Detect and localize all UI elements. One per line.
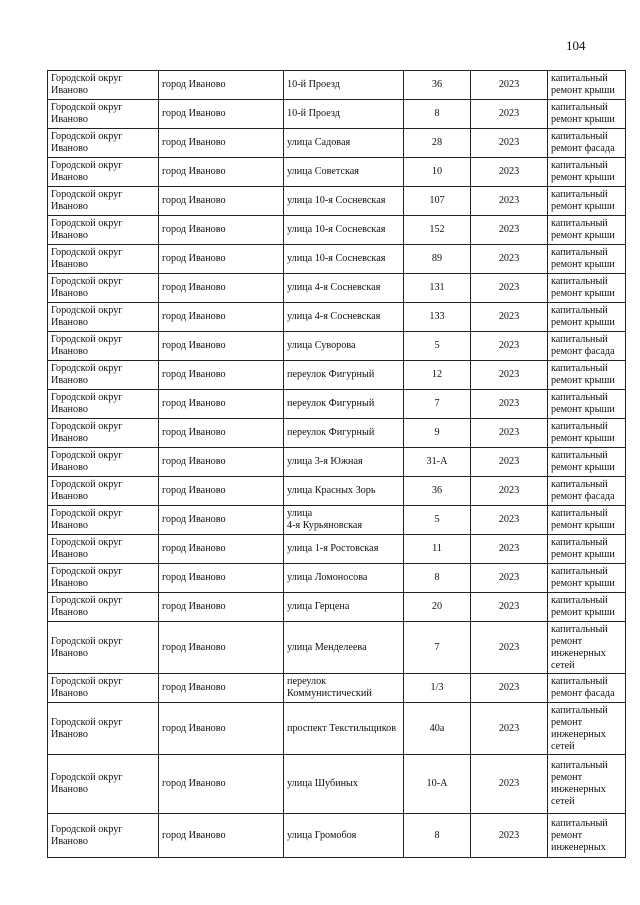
work-type-cell: капитальный ремонт фасада — [548, 477, 626, 506]
repair-registry-table — [47, 70, 626, 858]
street-cell: улица 4-я Сосневская — [284, 274, 404, 303]
house-cell: 107 — [404, 187, 471, 216]
year-cell: 2023 — [471, 216, 548, 245]
table-row — [48, 361, 626, 390]
city-cell: город Иваново — [159, 274, 284, 303]
year-cell: 2023 — [471, 129, 548, 158]
city-cell: город Иваново — [159, 814, 284, 858]
city-cell: город Иваново — [159, 71, 284, 100]
house-cell: 7 — [404, 390, 471, 419]
house-cell: 8 — [404, 814, 471, 858]
city-cell: город Иваново — [159, 703, 284, 755]
table-row — [48, 303, 626, 332]
table-row — [48, 274, 626, 303]
okrug-cell: Городской округ Иваново — [48, 158, 159, 187]
table-row — [48, 187, 626, 216]
okrug-cell: Городской округ Иваново — [48, 71, 159, 100]
street-cell: улица Громобоя — [284, 814, 404, 858]
work-type-cell: капитальный ремонт крыши — [548, 245, 626, 274]
year-cell: 2023 — [471, 593, 548, 622]
table-row — [48, 129, 626, 158]
street-cell: улица 10-я Сосневская — [284, 216, 404, 245]
year-cell: 2023 — [471, 274, 548, 303]
table-row — [48, 622, 626, 674]
house-cell: 1/3 — [404, 674, 471, 703]
city-cell: город Иваново — [159, 535, 284, 564]
okrug-cell: Городской округ Иваново — [48, 477, 159, 506]
work-type-cell: капитальный ремонт крыши — [548, 158, 626, 187]
work-type-cell: капитальный ремонт фасада — [548, 674, 626, 703]
street-cell: улица 10-я Сосневская — [284, 187, 404, 216]
year-cell: 2023 — [471, 361, 548, 390]
table-row — [48, 564, 626, 593]
okrug-cell: Городской округ Иваново — [48, 303, 159, 332]
work-type-cell: капитальный ремонт фасада — [548, 332, 626, 361]
city-cell: город Иваново — [159, 448, 284, 477]
city-cell: город Иваново — [159, 390, 284, 419]
work-type-cell: капитальный ремонт инженерных сетей — [548, 755, 626, 814]
okrug-cell: Городской округ Иваново — [48, 129, 159, 158]
street-cell: переулок Фигурный — [284, 361, 404, 390]
street-cell: 10-й Проезд — [284, 100, 404, 129]
okrug-cell: Городской округ Иваново — [48, 187, 159, 216]
work-type-cell: капитальный ремонт крыши — [548, 390, 626, 419]
table-row — [48, 814, 626, 858]
house-cell: 10 — [404, 158, 471, 187]
street-cell: улица 4-я Курьяновская — [284, 506, 404, 535]
street-cell: улица Садовая — [284, 129, 404, 158]
work-type-cell: капитальный ремонт крыши — [548, 506, 626, 535]
year-cell: 2023 — [471, 506, 548, 535]
house-cell: 9 — [404, 419, 471, 448]
year-cell: 2023 — [471, 564, 548, 593]
house-cell: 12 — [404, 361, 471, 390]
okrug-cell: Городской округ Иваново — [48, 755, 159, 814]
city-cell: город Иваново — [159, 674, 284, 703]
work-type-cell: капитальный ремонт крыши — [548, 448, 626, 477]
okrug-cell: Городской округ Иваново — [48, 274, 159, 303]
street-cell: улица Суворова — [284, 332, 404, 361]
city-cell: город Иваново — [159, 477, 284, 506]
okrug-cell: Городской округ Иваново — [48, 245, 159, 274]
okrug-cell: Городской округ Иваново — [48, 703, 159, 755]
work-type-cell: капитальный ремонт крыши — [548, 361, 626, 390]
house-cell: 10-А — [404, 755, 471, 814]
house-cell: 133 — [404, 303, 471, 332]
registry-body — [48, 71, 626, 858]
house-cell: 20 — [404, 593, 471, 622]
okrug-cell: Городской округ Иваново — [48, 332, 159, 361]
work-type-cell: капитальный ремонт крыши — [548, 419, 626, 448]
work-type-cell: капитальный ремонт крыши — [548, 303, 626, 332]
street-cell: улица 3-я Южная — [284, 448, 404, 477]
okrug-cell: Городской округ Иваново — [48, 814, 159, 858]
work-type-cell: капитальный ремонт крыши — [548, 274, 626, 303]
year-cell: 2023 — [471, 477, 548, 506]
table-row — [48, 390, 626, 419]
okrug-cell: Городской округ Иваново — [48, 535, 159, 564]
year-cell: 2023 — [471, 755, 548, 814]
house-cell: 11 — [404, 535, 471, 564]
year-cell: 2023 — [471, 814, 548, 858]
house-cell: 5 — [404, 332, 471, 361]
year-cell: 2023 — [471, 100, 548, 129]
work-type-cell: капитальный ремонт крыши — [548, 535, 626, 564]
house-cell: 8 — [404, 100, 471, 129]
year-cell: 2023 — [471, 622, 548, 674]
okrug-cell: Городской округ Иваново — [48, 674, 159, 703]
okrug-cell: Городской округ Иваново — [48, 448, 159, 477]
table-row — [48, 71, 626, 100]
table-row — [48, 703, 626, 755]
street-cell: улица 4-я Сосневская — [284, 303, 404, 332]
house-cell: 152 — [404, 216, 471, 245]
street-cell: переулок Фигурный — [284, 419, 404, 448]
okrug-cell: Городской округ Иваново — [48, 506, 159, 535]
work-type-cell: капитальный ремонт крыши — [548, 100, 626, 129]
work-type-cell: капитальный ремонт крыши — [548, 216, 626, 245]
street-cell: улица Герцена — [284, 593, 404, 622]
city-cell: город Иваново — [159, 361, 284, 390]
year-cell: 2023 — [471, 674, 548, 703]
table-row — [48, 477, 626, 506]
okrug-cell: Городской округ Иваново — [48, 593, 159, 622]
street-cell: улица Красных Зорь — [284, 477, 404, 506]
table-row — [48, 100, 626, 129]
year-cell: 2023 — [471, 448, 548, 477]
city-cell: город Иваново — [159, 593, 284, 622]
street-cell: переулок Фигурный — [284, 390, 404, 419]
work-type-cell: капитальный ремонт крыши — [548, 593, 626, 622]
house-cell: 7 — [404, 622, 471, 674]
city-cell: город Иваново — [159, 564, 284, 593]
year-cell: 2023 — [471, 158, 548, 187]
work-type-cell: капитальный ремонт фасада — [548, 129, 626, 158]
street-cell: улица Менделеева — [284, 622, 404, 674]
table-row — [48, 419, 626, 448]
work-type-cell: капитальный ремонт крыши — [548, 71, 626, 100]
house-cell: 131 — [404, 274, 471, 303]
city-cell: город Иваново — [159, 332, 284, 361]
year-cell: 2023 — [471, 245, 548, 274]
street-cell: улица Шубиных — [284, 755, 404, 814]
house-cell: 89 — [404, 245, 471, 274]
city-cell: город Иваново — [159, 158, 284, 187]
table-row — [48, 755, 626, 814]
year-cell: 2023 — [471, 332, 548, 361]
year-cell: 2023 — [471, 71, 548, 100]
city-cell: город Иваново — [159, 303, 284, 332]
work-type-cell: капитальный ремонт крыши — [548, 564, 626, 593]
table-row — [48, 245, 626, 274]
house-cell: 28 — [404, 129, 471, 158]
house-cell: 5 — [404, 506, 471, 535]
okrug-cell: Городской округ Иваново — [48, 419, 159, 448]
city-cell: город Иваново — [159, 755, 284, 814]
city-cell: город Иваново — [159, 216, 284, 245]
city-cell: город Иваново — [159, 100, 284, 129]
okrug-cell: Городской округ Иваново — [48, 361, 159, 390]
house-cell: 8 — [404, 564, 471, 593]
table-row — [48, 216, 626, 245]
year-cell: 2023 — [471, 419, 548, 448]
okrug-cell: Городской округ Иваново — [48, 216, 159, 245]
street-cell: улица 10-я Сосневская — [284, 245, 404, 274]
street-cell: улица Ломоносова — [284, 564, 404, 593]
city-cell: город Иваново — [159, 129, 284, 158]
street-cell: улица Советская — [284, 158, 404, 187]
year-cell: 2023 — [471, 390, 548, 419]
okrug-cell: Городской округ Иваново — [48, 390, 159, 419]
street-cell: 10-й Проезд — [284, 71, 404, 100]
year-cell: 2023 — [471, 703, 548, 755]
table-row — [48, 593, 626, 622]
okrug-cell: Городской округ Иваново — [48, 100, 159, 129]
table-row — [48, 535, 626, 564]
street-cell: проспект Текстильщиков — [284, 703, 404, 755]
city-cell: город Иваново — [159, 506, 284, 535]
table-row — [48, 332, 626, 361]
house-cell: 31-А — [404, 448, 471, 477]
house-cell: 40а — [404, 703, 471, 755]
table-row — [48, 506, 626, 535]
year-cell: 2023 — [471, 535, 548, 564]
work-type-cell: капитальный ремонт крыши — [548, 187, 626, 216]
house-cell: 36 — [404, 71, 471, 100]
okrug-cell: Городской округ Иваново — [48, 622, 159, 674]
city-cell: город Иваново — [159, 245, 284, 274]
work-type-cell: капитальный ремонт инженерных сетей — [548, 703, 626, 755]
street-cell: переулок Коммунистический — [284, 674, 404, 703]
year-cell: 2023 — [471, 187, 548, 216]
okrug-cell: Городской округ Иваново — [48, 564, 159, 593]
city-cell: город Иваново — [159, 419, 284, 448]
page-number: 104 — [566, 38, 586, 53]
table-row — [48, 158, 626, 187]
year-cell: 2023 — [471, 303, 548, 332]
street-cell: улица 1-я Ростовская — [284, 535, 404, 564]
city-cell: город Иваново — [159, 187, 284, 216]
table-row — [48, 448, 626, 477]
city-cell: город Иваново — [159, 622, 284, 674]
table-row — [48, 674, 626, 703]
work-type-cell: капитальный ремонт инженерных — [548, 814, 626, 858]
work-type-cell: капитальный ремонт инженерных сетей — [548, 622, 626, 674]
house-cell: 36 — [404, 477, 471, 506]
